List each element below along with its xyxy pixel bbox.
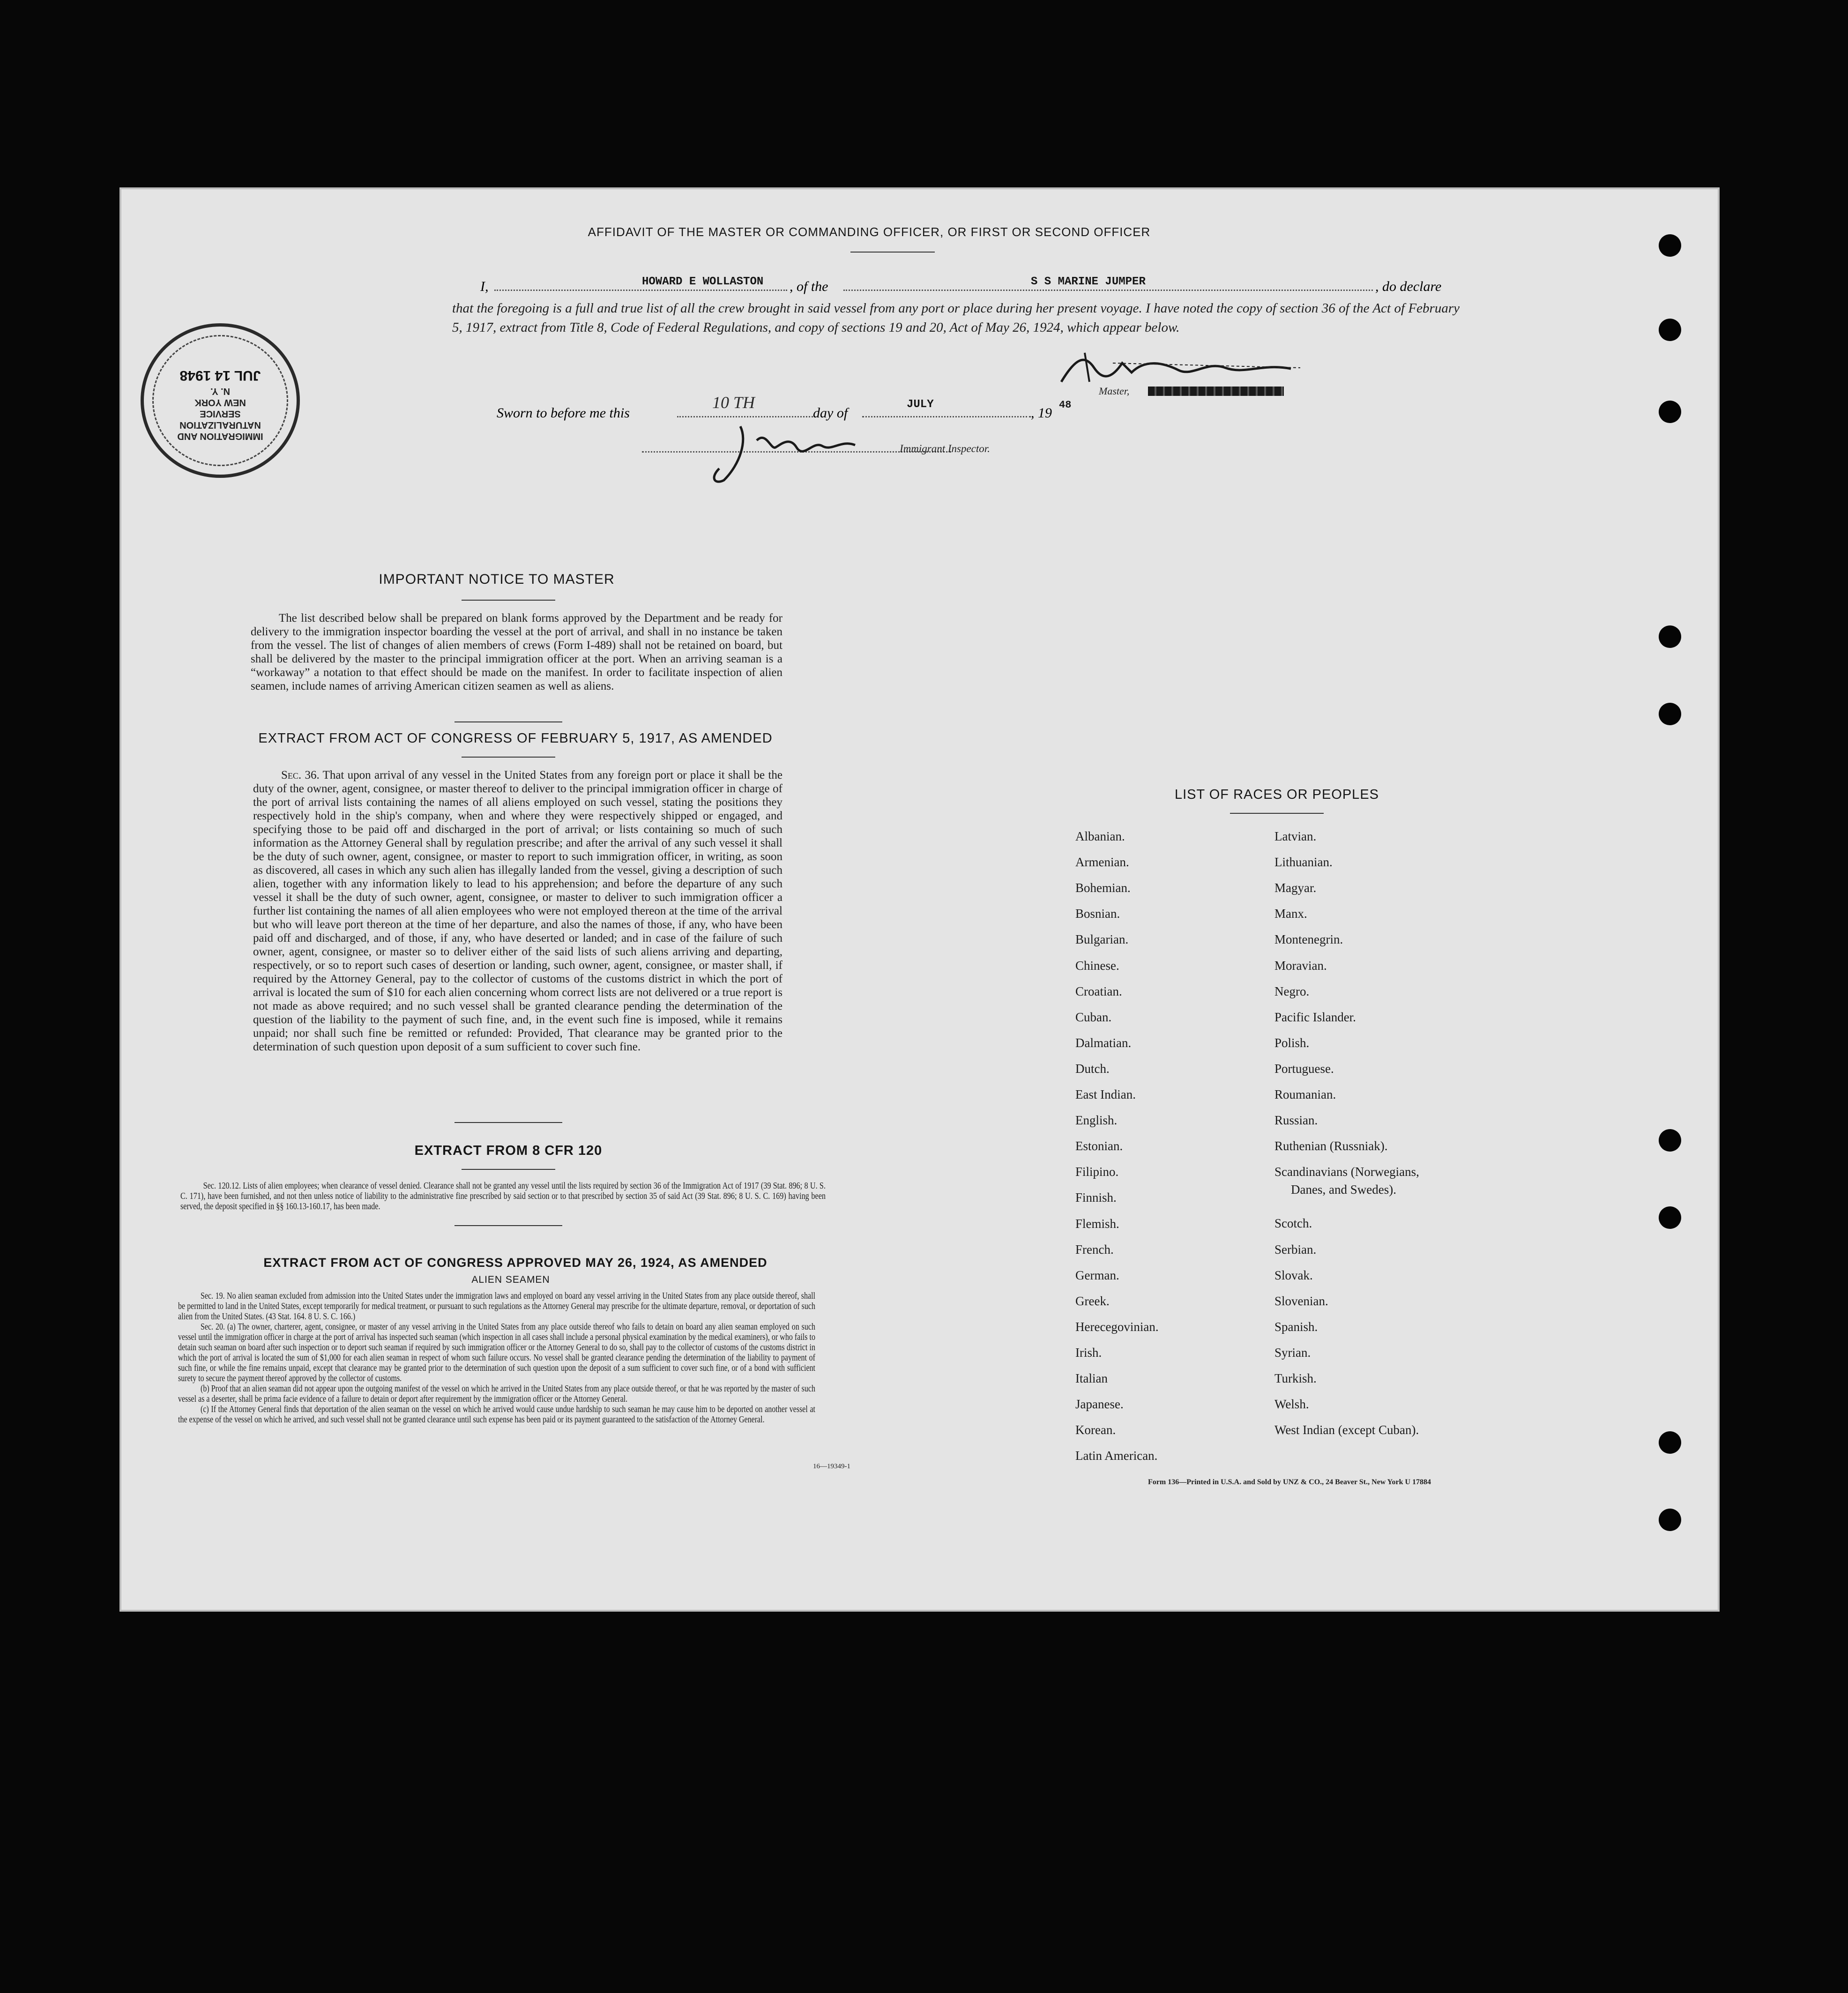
extract-1924-title: EXTRACT FROM ACT OF CONGRESS APPROVED MAY 26, 1924, AS AMENDED [263,1256,768,1270]
race-item: Polish. [1274,1035,1310,1050]
divider [462,757,555,758]
stamp-line: NATURALIZATION [179,420,261,430]
immigration-stamp [141,323,300,478]
stamp-date: JUL 14 1948 [179,368,261,383]
master-name: HOWARD E WOLLASTON [642,275,764,288]
race-item: Flemish. [1075,1216,1119,1231]
races-title: LIST OF RACES OR PEOPLES [1174,787,1379,802]
sworn-year: 48 [1059,399,1072,411]
race-item: Armenian. [1075,855,1129,870]
race-item: Slovenian. [1274,1294,1328,1308]
race-item: Dutch. [1075,1061,1110,1076]
race-item: Spanish. [1274,1319,1318,1334]
divider [462,1169,555,1170]
section-label: Sec. 36. [281,769,320,781]
race-item: Moravian. [1274,958,1327,973]
race-item: Filipino. [1075,1165,1119,1179]
year-prefix: , 19 [1031,405,1052,421]
race-item: Bohemian. [1075,881,1131,895]
stamp-line: N. Y. [210,386,230,396]
race-item: Roumanian. [1274,1087,1336,1101]
race-item: Japanese. [1075,1397,1124,1412]
punch-hole-icon [1659,1509,1681,1531]
stamp-line: SERVICE [200,409,241,419]
race-item: Scandinavians (Norwegians, [1274,1165,1419,1179]
race-item: Italian [1075,1371,1108,1386]
form-code: 16—19349-1 [813,1463,850,1470]
race-item: Chinese. [1075,958,1119,973]
race-item: Manx. [1274,907,1307,921]
race-item: Montenegrin. [1274,932,1343,947]
struck-out-title [1148,387,1284,396]
extract-1924-body [178,1291,815,1425]
sworn-label: Sworn to before me this [497,405,630,421]
divider [462,600,555,601]
notice-body: The list described below shall be prepared on blank forms approved by the Department and be ready for delivery to the immigration inspector boarding the vessel at the port of arrival, and shall in no instance be taken from the vessel. The list of changes of alien members of crews (Form I-489) shall not be retained on board, but shall be delivered by the master to the principal immigration officer at the port. When an arriving seaman is a “workaway” a notation to that effect should be made on the manifest. In order to facilitate inspection of alien seamen, include names of arriving American citizen seamen as well as aliens. [251,612,782,692]
race-item: Albanian. [1075,829,1125,843]
race-item: English. [1075,1113,1118,1128]
section-19: Sec. 19. No alien seaman excluded from admission into the United States under the immigration laws and employed on board any vessel arriving in the United States from any place outside thereof, shall be permitted to land in the United States, except temporarily for medical treatment, or pursuant to such regulations as the Attorney General may prescribe for the ultimate departure, removal, or deportation of such alien from the United States. (43 Stat. 164. 8 U. S. C. 166.) [178,1291,815,1322]
punch-hole-icon [1659,1431,1681,1454]
name-underline [494,290,787,291]
race-item: Serbian. [1274,1242,1317,1257]
race-item: Danes, and Swedes). [1291,1182,1396,1197]
race-item: Estonian. [1075,1139,1123,1153]
divider [455,1225,562,1226]
race-item: Syrian. [1274,1345,1311,1360]
race-item: Pacific Islander. [1274,1010,1356,1024]
race-item: Greek. [1075,1294,1110,1308]
sworn-day: 10 TH [712,393,755,412]
race-item: Finnish. [1075,1190,1117,1205]
race-item: Magyar. [1274,881,1317,895]
document-page [119,187,1720,1612]
race-item: Ruthenian (Russniak). [1274,1139,1388,1153]
vessel-underline [843,290,1373,291]
race-item: Latvian. [1274,829,1317,843]
race-item: Dalmatian. [1075,1035,1132,1050]
race-item: Portuguese. [1274,1061,1334,1076]
race-item: West Indian (except Cuban). [1274,1423,1419,1437]
section-20c: (c) If the Attorney General finds that deportation of the alien seaman on the vessel on which he arrived would cause undue hardship to such seaman he may cause him to be deported on another vessel at the expense of the vessel on which he arrived, and such vessel shall not be granted clearance until such expense has been paid or its payment guaranteed to the satisfaction of the Attorney General. [178,1404,815,1425]
section-20b: (b) Proof that an alien seaman did not appear upon the outgoing manifest of the vessel on which he arrived in the United States from any place outside thereof, or that he was reported by the master of such vessel as a deserter, shall be prima facie evidence of a failure to detain or deport after requirement by the immigration officer or the Attorney General. [178,1383,815,1404]
extract-cfr-body: Sec. 120.12. Lists of alien employees; when clearance of vessel denied. Clearance shall not be granted any vessel until the lists required by section 36 of the Immigration Act of 1917 (39 Stat. 896; 8 U. S. C. 171), have been furnished, and not then unless notice of liability to the administrative fine prescribed by said section or to that prescribed by section 35 of said Act (39 Stat. 896; 8 U. S. C. 169) having been served, the deposit specified in §§ 160.13-160.17, has been made. [180,1181,826,1212]
divider [455,721,562,722]
race-item: Negro. [1274,984,1310,998]
race-item: Bosnian. [1075,907,1120,921]
stamp-line: NEW YORK [194,397,246,408]
race-item: Bulgarian. [1075,932,1129,947]
punch-hole-icon [1659,625,1681,648]
punch-hole-icon [1659,234,1681,257]
punch-hole-icon [1659,319,1681,341]
sworn-month: JULY [907,398,934,411]
race-item: Irish. [1075,1346,1102,1360]
vessel-name: S S MARINE JUMPER [1031,275,1146,288]
master-signature [1057,349,1300,387]
divider [1230,813,1324,814]
divider [850,252,935,253]
race-item: Slovak. [1274,1268,1313,1282]
race-item: Croatian. [1075,984,1122,998]
race-item: German. [1075,1268,1119,1282]
extract-cfr-title: EXTRACT FROM 8 CFR 120 [414,1143,603,1158]
race-item: Welsh. [1274,1397,1309,1412]
punch-hole-icon [1659,401,1681,423]
month-underline [862,416,1031,417]
race-item: Turkish. [1274,1371,1317,1385]
i-label: I, [480,279,489,294]
master-label: Master, [1099,385,1130,397]
race-item: Scotch. [1274,1216,1312,1231]
form-footer: Form 136—Printed in U.S.A. and Sold by UNZ & CO., 24 Beaver St., New York U 17884 [1148,1478,1431,1486]
inspector-signature [696,422,883,487]
race-item: Latin American. [1075,1449,1158,1463]
punch-hole-icon [1659,1206,1681,1229]
extract-1917-title: EXTRACT FROM ACT OF CONGRESS OF FEBRUARY 5, 1917, AS AMENDED [258,731,773,746]
of-the-label: , of the [790,279,828,294]
notice-title: IMPORTANT NOTICE TO MASTER [379,572,615,587]
punch-hole-icon [1659,1129,1681,1152]
race-item: Lithuanian. [1274,855,1333,870]
extract-1924-subtitle: ALIEN SEAMEN [471,1274,550,1285]
race-item: Korean. [1075,1423,1116,1437]
race-item: French. [1075,1242,1114,1257]
punch-hole-icon [1659,703,1681,725]
day-of-label: day of [813,405,848,421]
declaration-text: that the foregoing is a full and true list of all the crew brought in said vessel from any port or place during her present voyage. I have noted the copy of section 36 of the Act of February 5, 1917, extract from Title 8, Code of Federal Regulations, and copy of sections 19 and 20, Act of May 26, 1924, which appear below. [452,301,1460,335]
do-declare-label: , do declare [1375,279,1442,294]
divider [455,1122,562,1123]
extract-1917-body [253,768,782,1054]
day-underline [677,416,813,417]
stamp-line: IMMIGRATION AND [177,431,263,441]
affidavit-title: AFFIDAVIT OF THE MASTER OR COMMANDING OFFICER, OR FIRST OR SECOND OFFICER [588,225,1151,239]
race-item: East Indian. [1075,1087,1136,1101]
section-20a: Sec. 20. (a) The owner, charterer, agent, consignee, or master of any vessel arriving in the United States from any place outside thereof who fails to detain on board any alien seaman employed on such vessel until the immigration officer in charge at the port of arrival has inspected such seaman (which inspection in all cases shall include a personal physical examination by the medical examiners), or who fails to detain such seaman on board after such inspection or to deport such seaman if required by such immigration officer or the Attorney General to do so, shall pay to the collector of customs of the customs district in which the port of arrival is located the sum of $1,000 for each alien seaman in respect of whom such failure occurs. No vessel shall be granted clearance pending the determination of the liability to payment of such fine, or while the fine remains unpaid, except that clearance may be granted prior to the determination of such question upon the deposit of a sum sufficient to cover such fine, or of a bond with sufficient surety to secure the payment thereof approved by the collector of customs. [178,1322,815,1383]
race-item: Cuban. [1075,1010,1112,1024]
race-item: Russian. [1274,1113,1318,1128]
inspector-label: Immigrant Inspector. [900,443,990,454]
race-item: Herecegovinian. [1075,1319,1159,1334]
section-text: That upon arrival of any vessel in the United States from any foreign port or place it shall be the duty of the owner, agent, consignee, or master thereof to deliver to the principal immigration officer in charge of the port of arrival lists containing the names of all aliens employed on such vessel, stating the positions they respectively hold in the ship's company, when and where they were respectively shipped or engaged, and specifying those to be paid off and discharged in the port of arrival; or lists containing so much of such information as the Attorney General shall by regulation prescribe; and after the arrival of any such vessel it shall be the duty of such owner, agent, consignee, or master to report to such immigration officer, in writing, as soon as discovered, all cases in which any such alien has illegally landed from the vessel, giving a description of such alien, together with any information likely to lead to his apprehension; and before the departure of any such vessel it shall be the duty of such owner, agent, consignee, or master to deliver to such immigration officer a further list containing the names of all alien employees who were not employed thereon at the time of the arrival but who will leave port thereon at the time of her departure, and also the names of those, if any, who have been paid off and discharged, and of those, if any, who have deserted or landed; and in case of the failure of such owner, agent, consignee, or master so to deliver either of the said lists of such aliens arriving and departing, respectively, or so to report such cases of desertion or landing, such owner, agent, consignee, or master shall, if required by the Attorney General, pay to the collector of customs of the customs district in which the port of arrival is located the sum of $10 for each alien concerning whom correct lists are not delivered or a true report is not made as above required; and no such vessel shall be granted clearance pending the determination of the question of the liability to the payment of such fine, and, in the event such fine is imposed, while it remains unpaid; nor shall such fine be remitted or refunded: Provided, That clearance may be granted prior to the determination of such question upon deposit of a sum sufficient to cover such fine. [253,769,782,1053]
